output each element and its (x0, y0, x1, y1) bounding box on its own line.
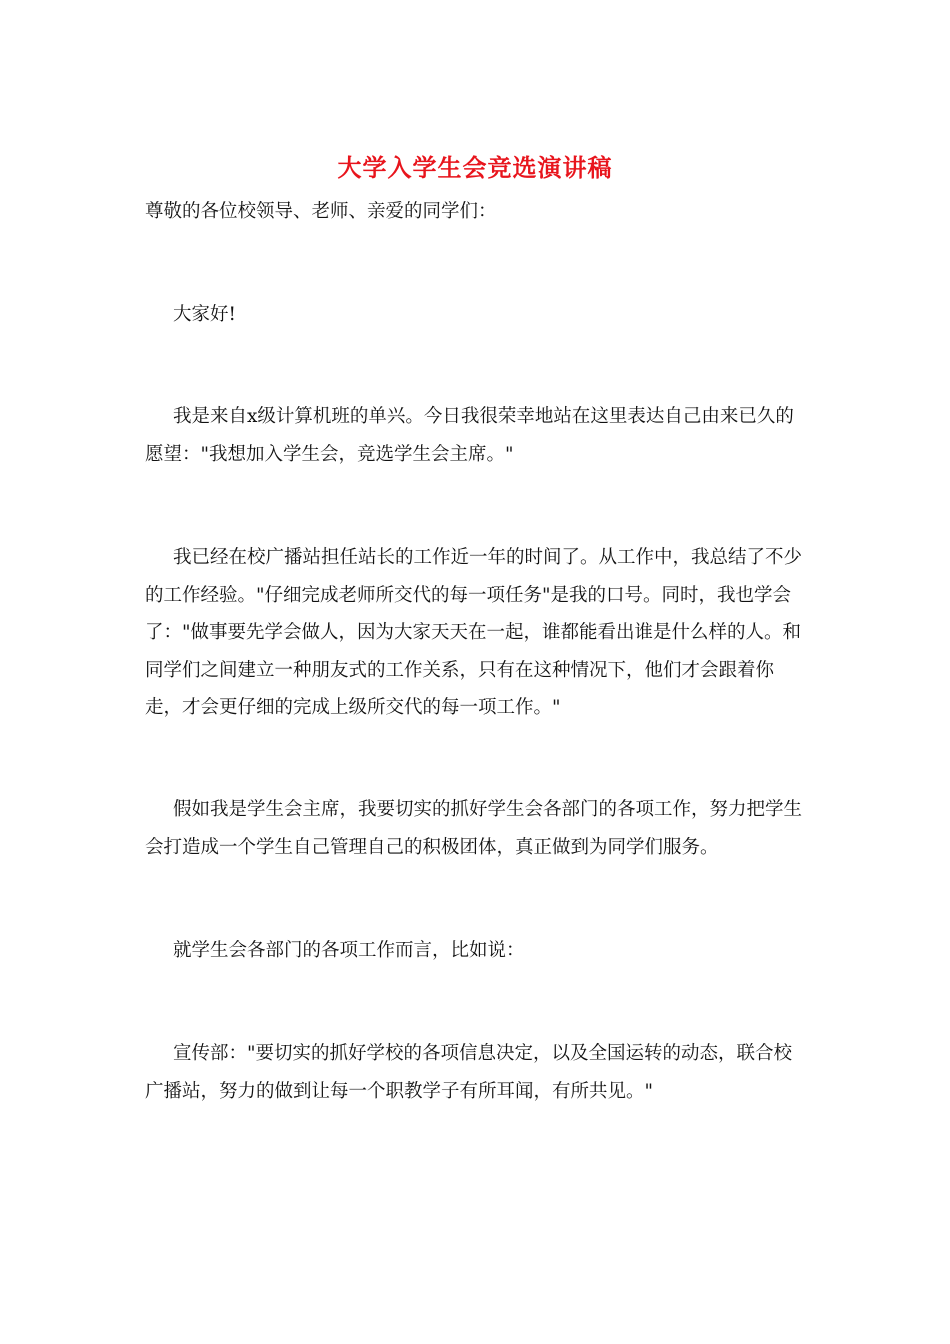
paragraph-departments: 就学生会各部门的各项工作而言，比如说： (173, 940, 525, 961)
paragraph-goal: 假如我是学生会主席，我要切实的抓好学生会各部门的各项工作，努力把学生会打造成一个学生自己管理自己的积极团体，真正做到为同学们服务。 (145, 799, 803, 858)
paragraph-publicity: 宣传部："要切实的抓好学校的各项信息决定，以及全国运转的动态，联合校广播站，努力的做到让每一个职教学子有所耳闻，有所共见。" (145, 1043, 793, 1102)
paragraph-introduction: 我是来自x级计算机班的单兴。今日我很荣幸地站在这里表达自己由来已久的愿望："我想加入学生会，竞选学生会主席。" (145, 406, 794, 465)
document-title: 大学入学生会竞选演讲稿 (337, 153, 613, 182)
paragraph-experience: 我已经在校广播站担任站长的工作近一年的时间了。从工作中，我总结了不少的工作经验。"仔细完成老师所交代的每一项任务"是我的口号。同时，我也学会了："做事要先学会做人，因为大家天天在一起，谁都能看出谁是什么样的人。和同学们之间建立一种朋友式的工作关系，只有在这种情况下，他们才会跟着你走，才会更仔细的完成上级所交代的每一项工作。" (145, 547, 803, 718)
paragraph-greeting: 大家好! (173, 304, 236, 325)
salutation: 尊敬的各位校领导、老师、亲爱的同学们： (145, 201, 497, 222)
